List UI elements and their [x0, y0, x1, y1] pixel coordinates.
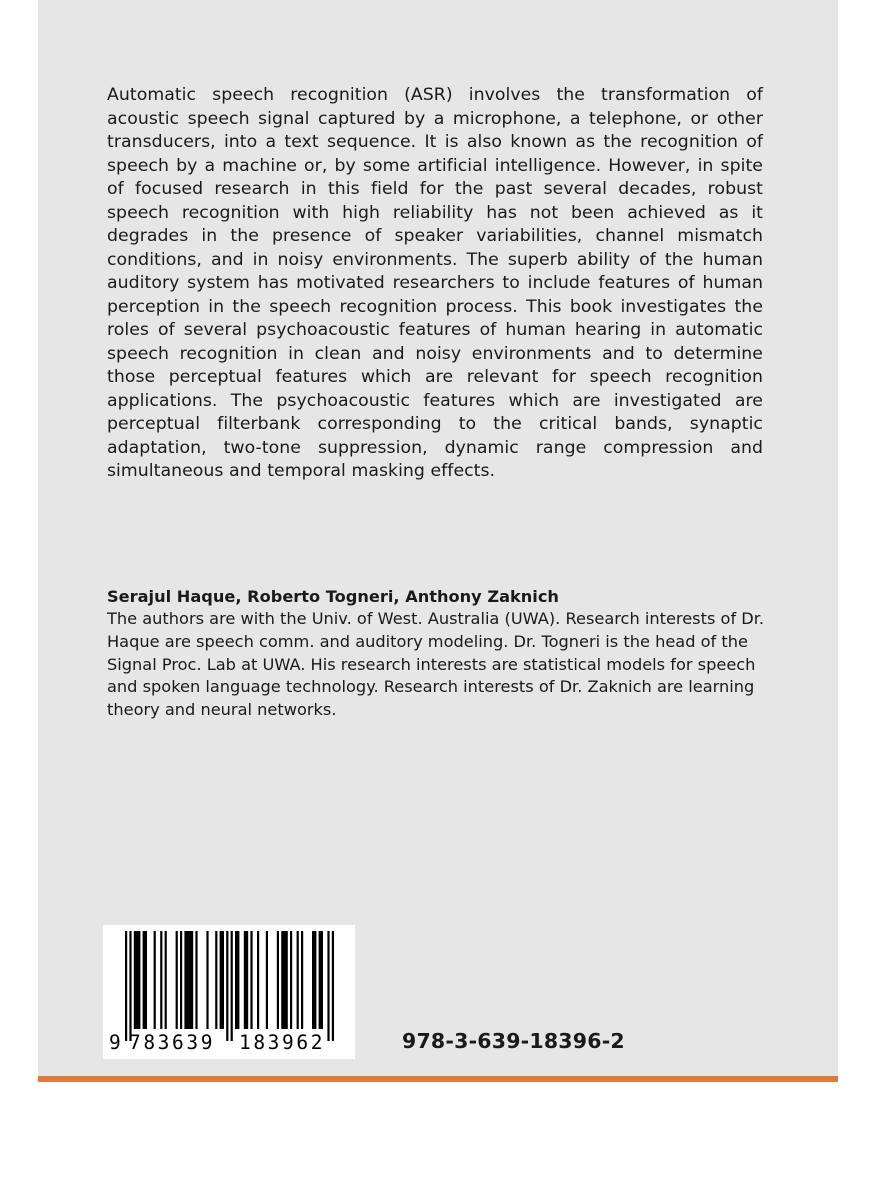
barcode-bar [176, 931, 178, 1029]
barcode-bar [266, 931, 268, 1029]
barcode-guard-bar [332, 931, 334, 1041]
barcode-bar [220, 931, 224, 1029]
isbn-number: 978-3-639-18396-2 [402, 1029, 625, 1053]
barcode-bar [165, 931, 167, 1029]
author-biography: The authors are with the Univ. of West. Australia (UWA). Research interests of Dr. Haque are speech comm. and auditory modeling. Dr. Togneri is the head of the Signal Proc. Lab at UWA. His research interests are statistical models for speech and spoken language technology. Research interests of Dr. Zaknich are learning theory and neural networks. [107, 609, 765, 720]
book-abstract: Automatic speech recognition (ASR) involves the transformation of acoustic speech signal captured by a microphone, a telephone, or other transducers, into a text sequence. It is also known as the recognition of speech by a machine or, by some artificial intelligence. However, in spite of focused research in this field for the past several decades, robust speech recognition with high reliability has not been achieved as it degrades in the presence of speaker variabilities, channel mismatch conditions, and in noisy environments. The superb ability of the human auditory system has motivated researchers to include features of human perception in the speech recognition process. This book investigates the roles of several psychoacoustic features of human hearing in automatic speech recognition in clean and noisy environments and to determine those perceptual features which are relevant for speech recognition applications. The psychoacoustic features which are investigated are perceptual filterbank corresponding to the critical bands, synaptic adaptation, two-tone suppression, dynamic range compression and simultaneous and temporal masking effects. [107, 85, 763, 481]
barcode-bar [277, 931, 279, 1029]
barcode-bar [195, 931, 197, 1029]
barcode-left-digits: 783639 [129, 1031, 216, 1054]
barcode-guard-bar [327, 931, 329, 1041]
isbn-barcode [103, 925, 355, 1059]
barcode-bar [281, 931, 288, 1029]
barcode-bar [215, 931, 217, 1029]
barcode-bar [244, 931, 248, 1029]
barcode-bar [290, 931, 292, 1029]
barcode-bar [250, 931, 252, 1029]
barcode-bar [235, 931, 239, 1029]
barcode-bar [301, 931, 303, 1029]
barcode-bar [134, 931, 141, 1029]
barcode-bar [143, 931, 147, 1029]
barcode-bar [319, 931, 323, 1029]
barcode-guard-bar [226, 931, 228, 1041]
barcode-bar [312, 931, 316, 1029]
barcode-number [103, 1029, 355, 1055]
barcode-bar [206, 931, 208, 1029]
barcode-right-digits: 183962 [239, 1031, 326, 1054]
barcode-guard-bar [129, 931, 131, 1041]
barcode-bar [180, 931, 182, 1029]
barcode-bar [257, 931, 259, 1029]
accent-bar [38, 1076, 838, 1082]
author-names: Serajul Haque, Roberto Togneri, Anthony Zaknich [107, 587, 559, 606]
barcode-bar [297, 931, 299, 1029]
barcode-bar [160, 931, 162, 1029]
barcode-guard-bar [231, 931, 233, 1041]
barcode-guard-bar [125, 931, 127, 1041]
barcode-bar [154, 931, 156, 1029]
barcode-first-digit: 9 [109, 1031, 121, 1054]
barcode-bar [184, 931, 193, 1029]
